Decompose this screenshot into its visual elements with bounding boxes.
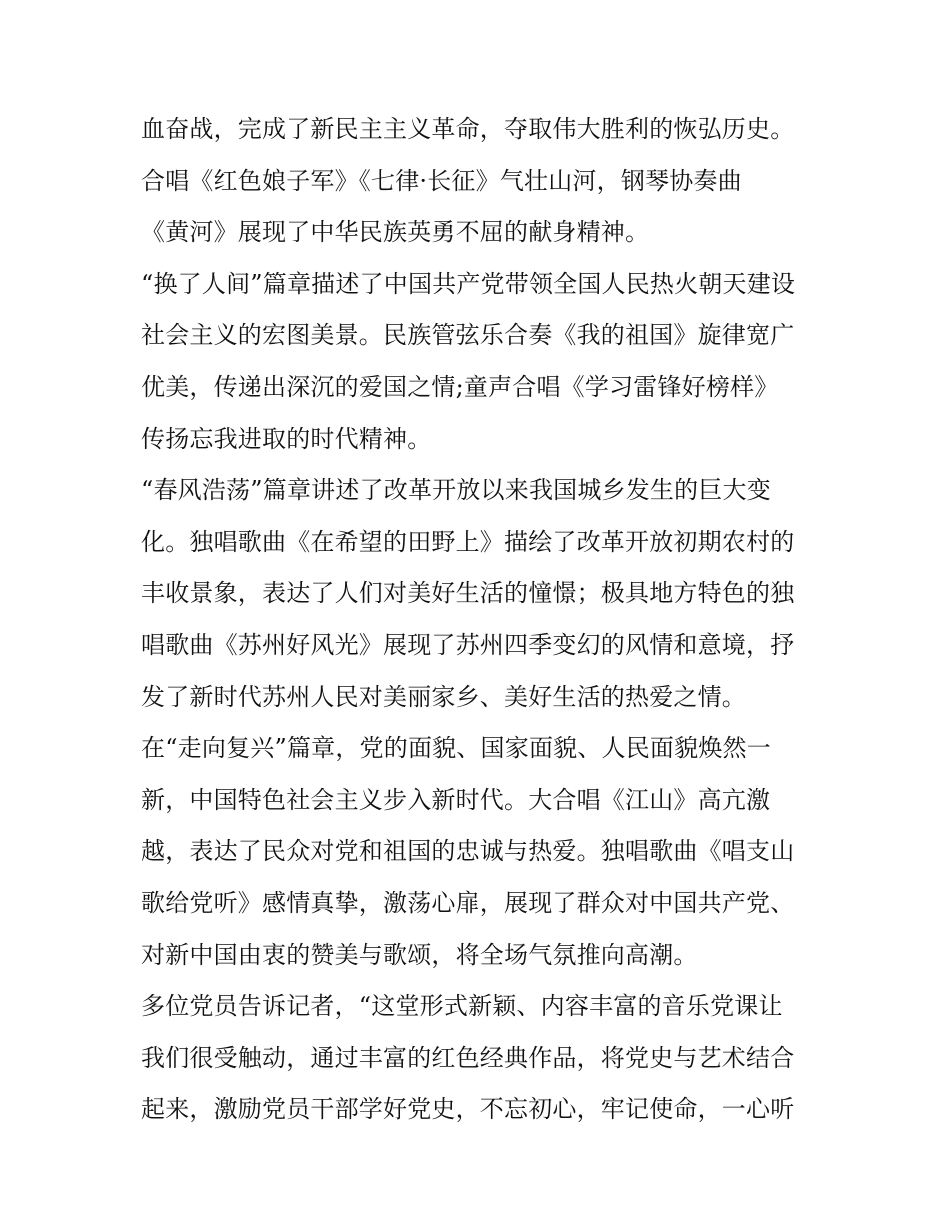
- text-line: 对新中国由衷的赞美与歌颂，将全场气氛推向高潮。: [141, 940, 698, 969]
- text-line: 新，中国特色社会主义步入新时代。大合唱《江山》高亢激: [141, 785, 771, 814]
- text-line: 丰收景象，表达了人们对美好生活的憧憬；极具地方特色的独: [141, 579, 795, 608]
- text-line: 歌给党听》感情真挚，激荡心扉，展现了群众对中国共产党、: [141, 888, 795, 917]
- text-line: 传扬忘我进取的时代精神。: [141, 424, 432, 453]
- text-line: “换了人间”篇章描述了中国共产党带领全国人民热火朝天建设: [141, 269, 796, 298]
- text-line: 多位党员告诉记者，“这堂形式新颖、内容丰富的音乐党课让: [141, 992, 783, 1021]
- text-line: 越，表达了民众对党和祖国的忠诚与热爱。独唱歌曲《唱支山: [141, 837, 795, 866]
- text-line: 唱歌曲《苏州好风光》展现了苏州四季变幻的风情和意境，抒: [141, 630, 795, 659]
- article-body: [141, 104, 821, 1136]
- text-line: 社会主义的宏图美景。民族管弦乐合奏《我的祖国》旋律宽广: [141, 321, 795, 350]
- text-line: “春风浩荡”篇章讲述了改革开放以来我国城乡发生的巨大变: [141, 476, 771, 505]
- text-line: 发了新时代苏州人民对美丽家乡、美好生活的热爱之情。: [141, 682, 746, 711]
- text-line: 合唱《红色娘子军》《七律·长征》气壮山河，钢琴协奏曲: [141, 166, 742, 195]
- text-line: 《黄河》展现了中华民族英勇不屈的献身精神。: [141, 218, 650, 247]
- text-line: 起来，激励党员干部学好党史，不忘初心，牢记使命，一心听: [141, 1095, 795, 1124]
- text-line: 化。独唱歌曲《在希望的田野上》描绘了改革开放初期农村的: [141, 527, 795, 556]
- text-line: 血奋战，完成了新民主主义革命，夺取伟大胜利的恢弘历史。: [141, 115, 795, 143]
- text-line: 我们很受触动，通过丰富的红色经典作品，将党史与艺术结合: [141, 1043, 795, 1072]
- text-line: 在“走向复兴”篇章，党的面貌、国家面貌、人民面貌焕然一: [141, 734, 771, 763]
- text-line: 优美，传递出深沉的爱国之情;童声合唱《学习雷锋好榜样》: [141, 372, 779, 401]
